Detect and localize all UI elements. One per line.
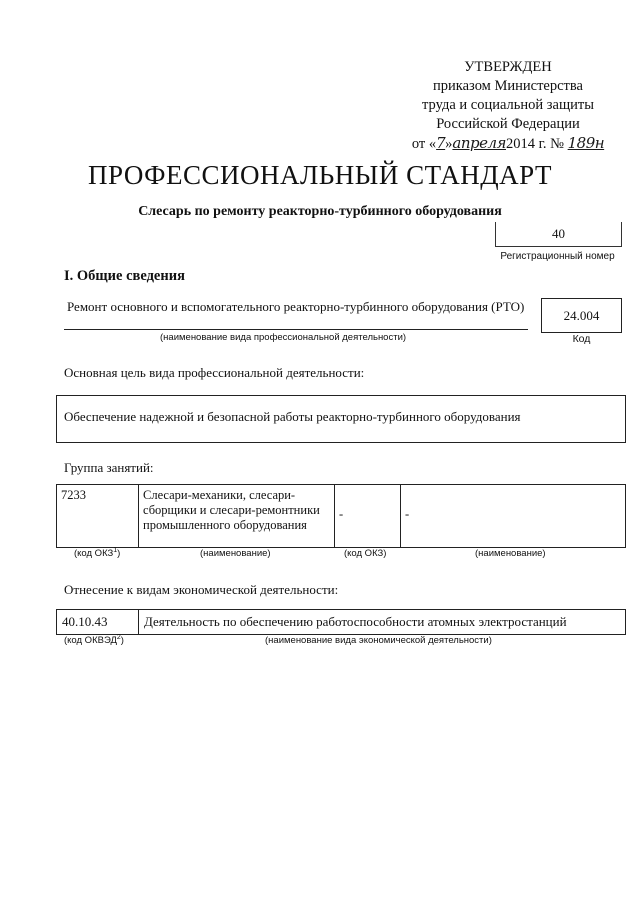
okz-caption-1: (код ОКЗ$^1$) xyxy=(74,547,121,560)
name-caption-1: (наименование) xyxy=(200,548,271,559)
okved-table xyxy=(56,609,626,635)
code-caption: Код xyxy=(572,333,591,345)
activity-code-box: 24.004 xyxy=(541,298,622,333)
activity-name: Ремонт основного и вспомогательного реакторно-турбинного оборудования (РТО) xyxy=(67,299,525,314)
approval-stamp xyxy=(388,58,628,154)
occupation-group-table xyxy=(56,484,626,548)
okz-caption-2: (код ОКЗ) xyxy=(344,548,387,559)
activity-underline xyxy=(64,329,528,330)
approval-date-line xyxy=(388,134,628,154)
registration-number-box: 40 xyxy=(495,222,622,247)
purpose-label: Основная цель вида профессиональной деятельности: xyxy=(64,365,365,380)
okz-code-cell-2: - xyxy=(335,485,401,547)
date-prefix: от « xyxy=(411,136,437,152)
okved-name-caption: (наименование вида экономической деятельности) xyxy=(265,635,492,646)
section-heading: I. Общие сведения xyxy=(64,268,185,284)
registration-number-label: Регистрационный номер xyxy=(500,251,615,262)
occupation-name-cell-1: Слесари-механики, слесари-сборщики и слесари-ремонтники промышленного оборудования xyxy=(139,485,335,547)
date-mid: » xyxy=(445,136,453,152)
date-month-handwritten: апреля xyxy=(452,134,506,152)
date-year: 2014 г. № xyxy=(505,136,565,152)
okved-name-cell: Деятельность по обеспечению работоспособности атомных электростанций xyxy=(144,614,567,629)
date-day-handwritten: 7 xyxy=(436,134,446,152)
name-caption-2: (наименование) xyxy=(475,548,546,559)
approval-line-4: Российской Федерации xyxy=(436,116,580,132)
purpose-text: Обеспечение надежной и безопасной работы реакторно-турбинного оборудования xyxy=(64,409,521,424)
okved-code-cell: 40.10.43 xyxy=(57,610,139,634)
group-label: Группа занятий: xyxy=(64,460,154,475)
approval-line-2: приказом Министерства xyxy=(433,78,583,94)
okz-code-cell-1: 7233 xyxy=(57,485,139,547)
order-number-handwritten: 189н xyxy=(567,134,605,152)
document-subtitle: Слесарь по ремонту реакторно-турбинного оборудования xyxy=(138,204,502,219)
document-title: ПРОФЕССИОНАЛЬНЫЙ СТАНДАРТ xyxy=(87,160,553,190)
activity-caption: (наименование вида профессиональной деятельности) xyxy=(160,332,407,343)
occupation-name-cell-2: - xyxy=(405,507,410,521)
okved-code-caption: (код ОКВЭД$^2$) xyxy=(64,634,124,647)
economic-activity-label: Отнесение к видам экономической деятельности: xyxy=(64,582,339,597)
approval-line-3: труда и социальной защиты xyxy=(422,97,594,113)
approval-line-1: УТВЕРЖДЕН xyxy=(464,59,552,75)
